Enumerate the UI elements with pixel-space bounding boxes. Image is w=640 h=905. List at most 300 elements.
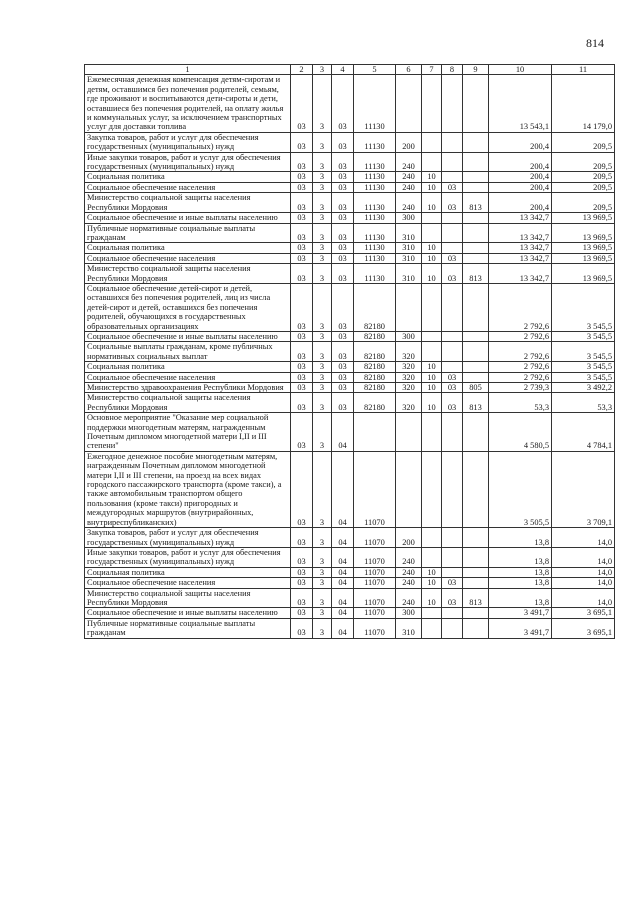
row-cell-col-10: 200,4 (489, 193, 552, 213)
table-row (85, 451, 615, 527)
row-cell-col-7: 10 (422, 182, 442, 192)
row-cell-col-11: 14 179,0 (552, 75, 615, 132)
row-cell-col-2: 03 (291, 132, 313, 152)
row-cell-col-11: 13 969,5 (552, 264, 615, 284)
row-cell-col-11: 14,0 (552, 578, 615, 588)
row-cell-col-3: 3 (313, 383, 332, 393)
row-cell-col-3: 3 (313, 172, 332, 182)
row-description: Социальное обеспечение населения (85, 578, 291, 588)
column-header-7: 7 (422, 65, 442, 75)
row-cell-col-5: 11070 (354, 588, 396, 608)
row-cell-col-5: 11130 (354, 213, 396, 223)
row-cell-col-2: 03 (291, 75, 313, 132)
row-cell-col-7: 10 (422, 243, 442, 253)
row-cell-col-5: 11130 (354, 182, 396, 192)
row-cell-col-3: 3 (313, 193, 332, 213)
row-cell-col-5: 82180 (354, 383, 396, 393)
row-cell-col-11: 3 545,5 (552, 372, 615, 382)
table-row (85, 393, 615, 413)
row-cell-col-3: 3 (313, 588, 332, 608)
row-cell-col-4: 03 (332, 132, 354, 152)
row-cell-col-5: 82180 (354, 283, 396, 331)
row-cell-col-9 (463, 331, 489, 341)
row-cell-col-3: 3 (313, 213, 332, 223)
row-description: Иные закупки товаров, работ и услуг для обеспечения государственных (муниципальных) нужд (85, 152, 291, 172)
row-cell-col-5: 11070 (354, 618, 396, 638)
column-header-1: 1 (85, 65, 291, 75)
row-description: Социальная политика (85, 362, 291, 372)
table-row (85, 243, 615, 253)
row-cell-col-4: 04 (332, 578, 354, 588)
row-cell-col-11: 209,5 (552, 172, 615, 182)
table-row (85, 618, 615, 638)
row-description: Социальное обеспечение детей-сирот и детей, оставшихся без попечения родителей, лиц из числа детей-сирот и детей, оставшихся без попечения родителей, обучающихся в государственных образовательных организациях (85, 283, 291, 331)
row-cell-col-3: 3 (313, 243, 332, 253)
table-row (85, 383, 615, 393)
row-cell-col-11: 3 545,5 (552, 362, 615, 372)
row-cell-col-11: 14,0 (552, 588, 615, 608)
row-description: Ежемесячная денежная компенсация детям-сиротам и детям, оставшимся без попечения родителей, семьям, где проживают и воспитываются дети-сироты и дети, оставшиеся без попечения родителей, на оплату жилья и коммунальных услуг, за исключением транспортных услуг для доставки топлива (85, 75, 291, 132)
column-header-11: 11 (552, 65, 615, 75)
row-cell-col-11: 209,5 (552, 193, 615, 213)
row-cell-col-4: 04 (332, 451, 354, 527)
row-cell-col-6: 310 (396, 243, 422, 253)
row-cell-col-9 (463, 451, 489, 527)
row-cell-col-7: 10 (422, 383, 442, 393)
row-cell-col-11: 13 969,5 (552, 243, 615, 253)
row-cell-col-5: 11130 (354, 75, 396, 132)
row-cell-col-4: 03 (332, 223, 354, 243)
row-cell-col-5: 11070 (354, 567, 396, 577)
table-row (85, 132, 615, 152)
row-cell-col-7: 10 (422, 372, 442, 382)
row-description: Социальная политика (85, 567, 291, 577)
table-row (85, 75, 615, 132)
row-cell-col-4: 03 (332, 383, 354, 393)
row-cell-col-9 (463, 342, 489, 362)
row-cell-col-7 (422, 608, 442, 618)
row-cell-col-7 (422, 283, 442, 331)
row-cell-col-8 (442, 413, 463, 452)
row-cell-col-2: 03 (291, 182, 313, 192)
row-cell-col-5: 11130 (354, 132, 396, 152)
row-cell-col-6 (396, 413, 422, 452)
row-cell-col-9: 813 (463, 193, 489, 213)
row-cell-col-5: 82180 (354, 342, 396, 362)
table-row (85, 413, 615, 452)
row-cell-col-6: 310 (396, 223, 422, 243)
row-cell-col-2: 03 (291, 362, 313, 372)
budget-table (84, 64, 615, 639)
row-cell-col-9 (463, 413, 489, 452)
row-cell-col-5: 11070 (354, 528, 396, 548)
row-cell-col-2: 03 (291, 342, 313, 362)
row-cell-col-2: 03 (291, 152, 313, 172)
row-cell-col-2: 03 (291, 213, 313, 223)
row-cell-col-11: 3 695,1 (552, 608, 615, 618)
row-cell-col-2: 03 (291, 393, 313, 413)
row-cell-col-6: 320 (396, 372, 422, 382)
row-cell-col-9 (463, 223, 489, 243)
row-cell-col-7 (422, 451, 442, 527)
row-cell-col-10: 2 792,6 (489, 342, 552, 362)
table-row (85, 331, 615, 341)
row-cell-col-5: 11130 (354, 193, 396, 213)
row-cell-col-8 (442, 223, 463, 243)
table-row (85, 152, 615, 172)
row-cell-col-3: 3 (313, 578, 332, 588)
row-description: Министерство социальной защиты населения Республики Мордовия (85, 393, 291, 413)
row-cell-col-10: 3 491,7 (489, 618, 552, 638)
row-cell-col-4: 03 (332, 213, 354, 223)
row-description: Иные закупки товаров, работ и услуг для обеспечения государственных (муниципальных) нужд (85, 547, 291, 567)
row-cell-col-7: 10 (422, 193, 442, 213)
row-cell-col-11: 14,0 (552, 528, 615, 548)
row-cell-col-8 (442, 152, 463, 172)
row-cell-col-5: 11130 (354, 243, 396, 253)
table-row (85, 588, 615, 608)
row-cell-col-4: 03 (332, 152, 354, 172)
row-cell-col-7: 10 (422, 264, 442, 284)
row-cell-col-6 (396, 283, 422, 331)
row-cell-col-5: 82180 (354, 372, 396, 382)
row-cell-col-7 (422, 528, 442, 548)
row-cell-col-8 (442, 75, 463, 132)
row-cell-col-9: 805 (463, 383, 489, 393)
row-cell-col-4: 04 (332, 567, 354, 577)
row-description: Социальное обеспечение населения (85, 182, 291, 192)
column-header-5: 5 (354, 65, 396, 75)
row-cell-col-9 (463, 578, 489, 588)
table-row (85, 264, 615, 284)
row-cell-col-9: 813 (463, 588, 489, 608)
row-cell-col-7: 10 (422, 567, 442, 577)
table-body (85, 75, 615, 638)
row-cell-col-11: 13 969,5 (552, 213, 615, 223)
row-cell-col-10: 13 342,7 (489, 243, 552, 253)
row-cell-col-10: 200,4 (489, 172, 552, 182)
row-cell-col-3: 3 (313, 75, 332, 132)
row-cell-col-5: 82180 (354, 362, 396, 372)
row-cell-col-5: 82180 (354, 393, 396, 413)
row-cell-col-8: 03 (442, 383, 463, 393)
page-number: 814 (586, 36, 604, 50)
row-cell-col-10: 2 792,6 (489, 283, 552, 331)
row-cell-col-8: 03 (442, 372, 463, 382)
row-cell-col-4: 03 (332, 193, 354, 213)
row-cell-col-4: 04 (332, 588, 354, 608)
row-cell-col-2: 03 (291, 193, 313, 213)
row-cell-col-9: 813 (463, 393, 489, 413)
row-cell-col-2: 03 (291, 618, 313, 638)
row-description: Публичные нормативные социальные выплаты гражданам (85, 223, 291, 243)
row-cell-col-3: 3 (313, 567, 332, 577)
row-cell-col-4: 03 (332, 253, 354, 263)
row-cell-col-2: 03 (291, 223, 313, 243)
row-cell-col-7 (422, 132, 442, 152)
row-cell-col-4: 03 (332, 283, 354, 331)
row-description: Публичные нормативные социальные выплаты гражданам (85, 618, 291, 638)
row-cell-col-8 (442, 608, 463, 618)
row-cell-col-9 (463, 152, 489, 172)
row-cell-col-10: 13 342,7 (489, 213, 552, 223)
row-cell-col-2: 03 (291, 243, 313, 253)
row-cell-col-10: 13,8 (489, 567, 552, 577)
row-cell-col-4: 04 (332, 413, 354, 452)
row-cell-col-10: 13 342,7 (489, 223, 552, 243)
row-cell-col-8 (442, 342, 463, 362)
row-cell-col-6: 320 (396, 383, 422, 393)
row-cell-col-6: 200 (396, 132, 422, 152)
row-cell-col-7 (422, 152, 442, 172)
table-row (85, 193, 615, 213)
row-cell-col-2: 03 (291, 372, 313, 382)
row-cell-col-10: 200,4 (489, 182, 552, 192)
row-description: Министерство социальной защиты населения Республики Мордовия (85, 588, 291, 608)
row-cell-col-11: 14,0 (552, 567, 615, 577)
column-header-2: 2 (291, 65, 313, 75)
row-cell-col-8 (442, 618, 463, 638)
row-description: Социальное обеспечение населения (85, 372, 291, 382)
row-cell-col-2: 03 (291, 413, 313, 452)
row-cell-col-4: 03 (332, 372, 354, 382)
table-row (85, 362, 615, 372)
row-cell-col-4: 03 (332, 362, 354, 372)
row-cell-col-8 (442, 547, 463, 567)
row-cell-col-2: 03 (291, 283, 313, 331)
column-header-3: 3 (313, 65, 332, 75)
row-cell-col-3: 3 (313, 372, 332, 382)
row-cell-col-3: 3 (313, 331, 332, 341)
row-cell-col-7: 10 (422, 588, 442, 608)
table-row (85, 223, 615, 243)
row-cell-col-8 (442, 172, 463, 182)
row-cell-col-2: 03 (291, 528, 313, 548)
row-cell-col-8: 03 (442, 588, 463, 608)
row-cell-col-2: 03 (291, 608, 313, 618)
row-cell-col-7 (422, 413, 442, 452)
row-cell-col-10: 13,8 (489, 547, 552, 567)
row-cell-col-6 (396, 451, 422, 527)
row-description: Социальное обеспечение и иные выплаты населению (85, 213, 291, 223)
row-cell-col-6: 310 (396, 264, 422, 284)
row-cell-col-11: 209,5 (552, 152, 615, 172)
row-cell-col-5: 11070 (354, 578, 396, 588)
row-cell-col-10: 13,8 (489, 528, 552, 548)
row-cell-col-8 (442, 213, 463, 223)
row-description: Социальное обеспечение населения (85, 253, 291, 263)
row-cell-col-3: 3 (313, 342, 332, 362)
row-cell-col-7 (422, 618, 442, 638)
column-header-9: 9 (463, 65, 489, 75)
row-cell-col-9 (463, 372, 489, 382)
row-cell-col-10: 200,4 (489, 132, 552, 152)
row-cell-col-10: 13 543,1 (489, 75, 552, 132)
row-cell-col-4: 04 (332, 618, 354, 638)
row-cell-col-7 (422, 213, 442, 223)
row-cell-col-2: 03 (291, 172, 313, 182)
row-cell-col-6: 240 (396, 172, 422, 182)
row-cell-col-8: 03 (442, 393, 463, 413)
row-cell-col-6: 310 (396, 253, 422, 263)
row-cell-col-2: 03 (291, 578, 313, 588)
row-cell-col-10: 2 792,6 (489, 362, 552, 372)
row-cell-col-11: 13 969,5 (552, 253, 615, 263)
row-cell-col-4: 03 (332, 75, 354, 132)
row-cell-col-10: 2 792,6 (489, 372, 552, 382)
row-cell-col-11: 14,0 (552, 547, 615, 567)
row-cell-col-11: 3 545,5 (552, 331, 615, 341)
row-cell-col-10: 2 739,3 (489, 383, 552, 393)
row-cell-col-5: 11130 (354, 264, 396, 284)
table-row (85, 213, 615, 223)
row-cell-col-9 (463, 547, 489, 567)
row-cell-col-6: 240 (396, 578, 422, 588)
row-cell-col-7: 10 (422, 578, 442, 588)
row-cell-col-9 (463, 567, 489, 577)
row-cell-col-11: 3 545,5 (552, 283, 615, 331)
row-cell-col-8: 03 (442, 264, 463, 284)
row-cell-col-6: 240 (396, 588, 422, 608)
row-cell-col-3: 3 (313, 547, 332, 567)
row-cell-col-7 (422, 223, 442, 243)
row-cell-col-8: 03 (442, 578, 463, 588)
row-cell-col-3: 3 (313, 528, 332, 548)
row-cell-col-4: 04 (332, 528, 354, 548)
row-cell-col-7: 10 (422, 253, 442, 263)
row-cell-col-9 (463, 75, 489, 132)
row-cell-col-4: 03 (332, 342, 354, 362)
row-cell-col-11: 3 545,5 (552, 342, 615, 362)
row-description: Закупка товаров, работ и услуг для обеспечения государственных (муниципальных) нужд (85, 528, 291, 548)
row-cell-col-5: 11070 (354, 608, 396, 618)
row-cell-col-3: 3 (313, 152, 332, 172)
row-cell-col-7: 10 (422, 172, 442, 182)
row-cell-col-6: 240 (396, 182, 422, 192)
row-cell-col-9 (463, 283, 489, 331)
row-cell-col-9 (463, 528, 489, 548)
row-cell-col-4: 03 (332, 264, 354, 284)
row-cell-col-5: 11130 (354, 172, 396, 182)
row-description: Социальные выплаты гражданам, кроме публичных нормативных социальных выплат (85, 342, 291, 362)
row-cell-col-3: 3 (313, 223, 332, 243)
row-description: Социальная политика (85, 243, 291, 253)
row-description: Министерство социальной защиты населения Республики Мордовия (85, 193, 291, 213)
row-cell-col-8 (442, 567, 463, 577)
row-cell-col-11: 13 969,5 (552, 223, 615, 243)
row-cell-col-4: 03 (332, 393, 354, 413)
row-cell-col-3: 3 (313, 132, 332, 152)
row-cell-col-4: 03 (332, 172, 354, 182)
row-cell-col-6: 240 (396, 152, 422, 172)
row-cell-col-11: 209,5 (552, 182, 615, 192)
row-cell-col-9 (463, 132, 489, 152)
row-cell-col-11: 3 695,1 (552, 618, 615, 638)
row-cell-col-5 (354, 413, 396, 452)
row-description: Закупка товаров, работ и услуг для обеспечения государственных (муниципальных) нужд (85, 132, 291, 152)
row-cell-col-3: 3 (313, 451, 332, 527)
row-cell-col-9: 813 (463, 264, 489, 284)
row-cell-col-10: 13 342,7 (489, 253, 552, 263)
row-cell-col-7: 10 (422, 362, 442, 372)
column-header-8: 8 (442, 65, 463, 75)
row-cell-col-9 (463, 182, 489, 192)
row-cell-col-8 (442, 362, 463, 372)
row-cell-col-10: 200,4 (489, 152, 552, 172)
row-description: Основное мероприятие "Оказание мер социальной поддержки многодетным матерям, награжденным Почетным дипломом многодетной матери I,II и III степени" (85, 413, 291, 452)
table-row (85, 547, 615, 567)
row-cell-col-9 (463, 608, 489, 618)
row-cell-col-10: 13 342,7 (489, 264, 552, 284)
row-cell-col-6: 320 (396, 393, 422, 413)
row-cell-col-10: 4 580,5 (489, 413, 552, 452)
table-row (85, 283, 615, 331)
row-cell-col-8 (442, 132, 463, 152)
row-cell-col-7 (422, 342, 442, 362)
row-cell-col-9 (463, 618, 489, 638)
row-cell-col-9 (463, 253, 489, 263)
row-cell-col-6: 320 (396, 362, 422, 372)
row-cell-col-5: 11130 (354, 152, 396, 172)
row-cell-col-6: 300 (396, 213, 422, 223)
table-row (85, 608, 615, 618)
row-cell-col-5: 11070 (354, 547, 396, 567)
column-number-row (85, 65, 615, 75)
row-cell-col-8: 03 (442, 193, 463, 213)
row-cell-col-2: 03 (291, 588, 313, 608)
row-cell-col-2: 03 (291, 567, 313, 577)
row-description: Социальное обеспечение и иные выплаты населению (85, 331, 291, 341)
row-cell-col-2: 03 (291, 264, 313, 284)
row-cell-col-5: 11070 (354, 451, 396, 527)
row-cell-col-3: 3 (313, 608, 332, 618)
row-cell-col-3: 3 (313, 618, 332, 638)
column-header-10: 10 (489, 65, 552, 75)
row-cell-col-4: 03 (332, 331, 354, 341)
row-cell-col-6: 240 (396, 567, 422, 577)
table-row (85, 342, 615, 362)
row-description: Социальная политика (85, 172, 291, 182)
row-cell-col-3: 3 (313, 182, 332, 192)
row-cell-col-9 (463, 172, 489, 182)
row-cell-col-10: 13,8 (489, 578, 552, 588)
row-cell-col-7: 10 (422, 393, 442, 413)
row-cell-col-7 (422, 547, 442, 567)
row-cell-col-3: 3 (313, 393, 332, 413)
row-cell-col-4: 03 (332, 243, 354, 253)
row-cell-col-10: 3 491,7 (489, 608, 552, 618)
row-cell-col-10: 13,8 (489, 588, 552, 608)
row-cell-col-11: 53,3 (552, 393, 615, 413)
row-cell-col-4: 04 (332, 608, 354, 618)
row-cell-col-8: 03 (442, 253, 463, 263)
row-cell-col-2: 03 (291, 451, 313, 527)
row-cell-col-2: 03 (291, 383, 313, 393)
row-cell-col-11: 4 784,1 (552, 413, 615, 452)
table-row (85, 253, 615, 263)
row-cell-col-6: 240 (396, 547, 422, 567)
row-cell-col-5: 82180 (354, 331, 396, 341)
row-cell-col-8 (442, 243, 463, 253)
row-cell-col-6: 300 (396, 331, 422, 341)
row-cell-col-11: 209,5 (552, 132, 615, 152)
row-description: Министерство здравоохранения Республики Мордовия (85, 383, 291, 393)
row-cell-col-2: 03 (291, 547, 313, 567)
row-description: Министерство социальной защиты населения Республики Мордовия (85, 264, 291, 284)
row-cell-col-8 (442, 451, 463, 527)
row-cell-col-10: 3 505,5 (489, 451, 552, 527)
row-cell-col-6: 200 (396, 528, 422, 548)
